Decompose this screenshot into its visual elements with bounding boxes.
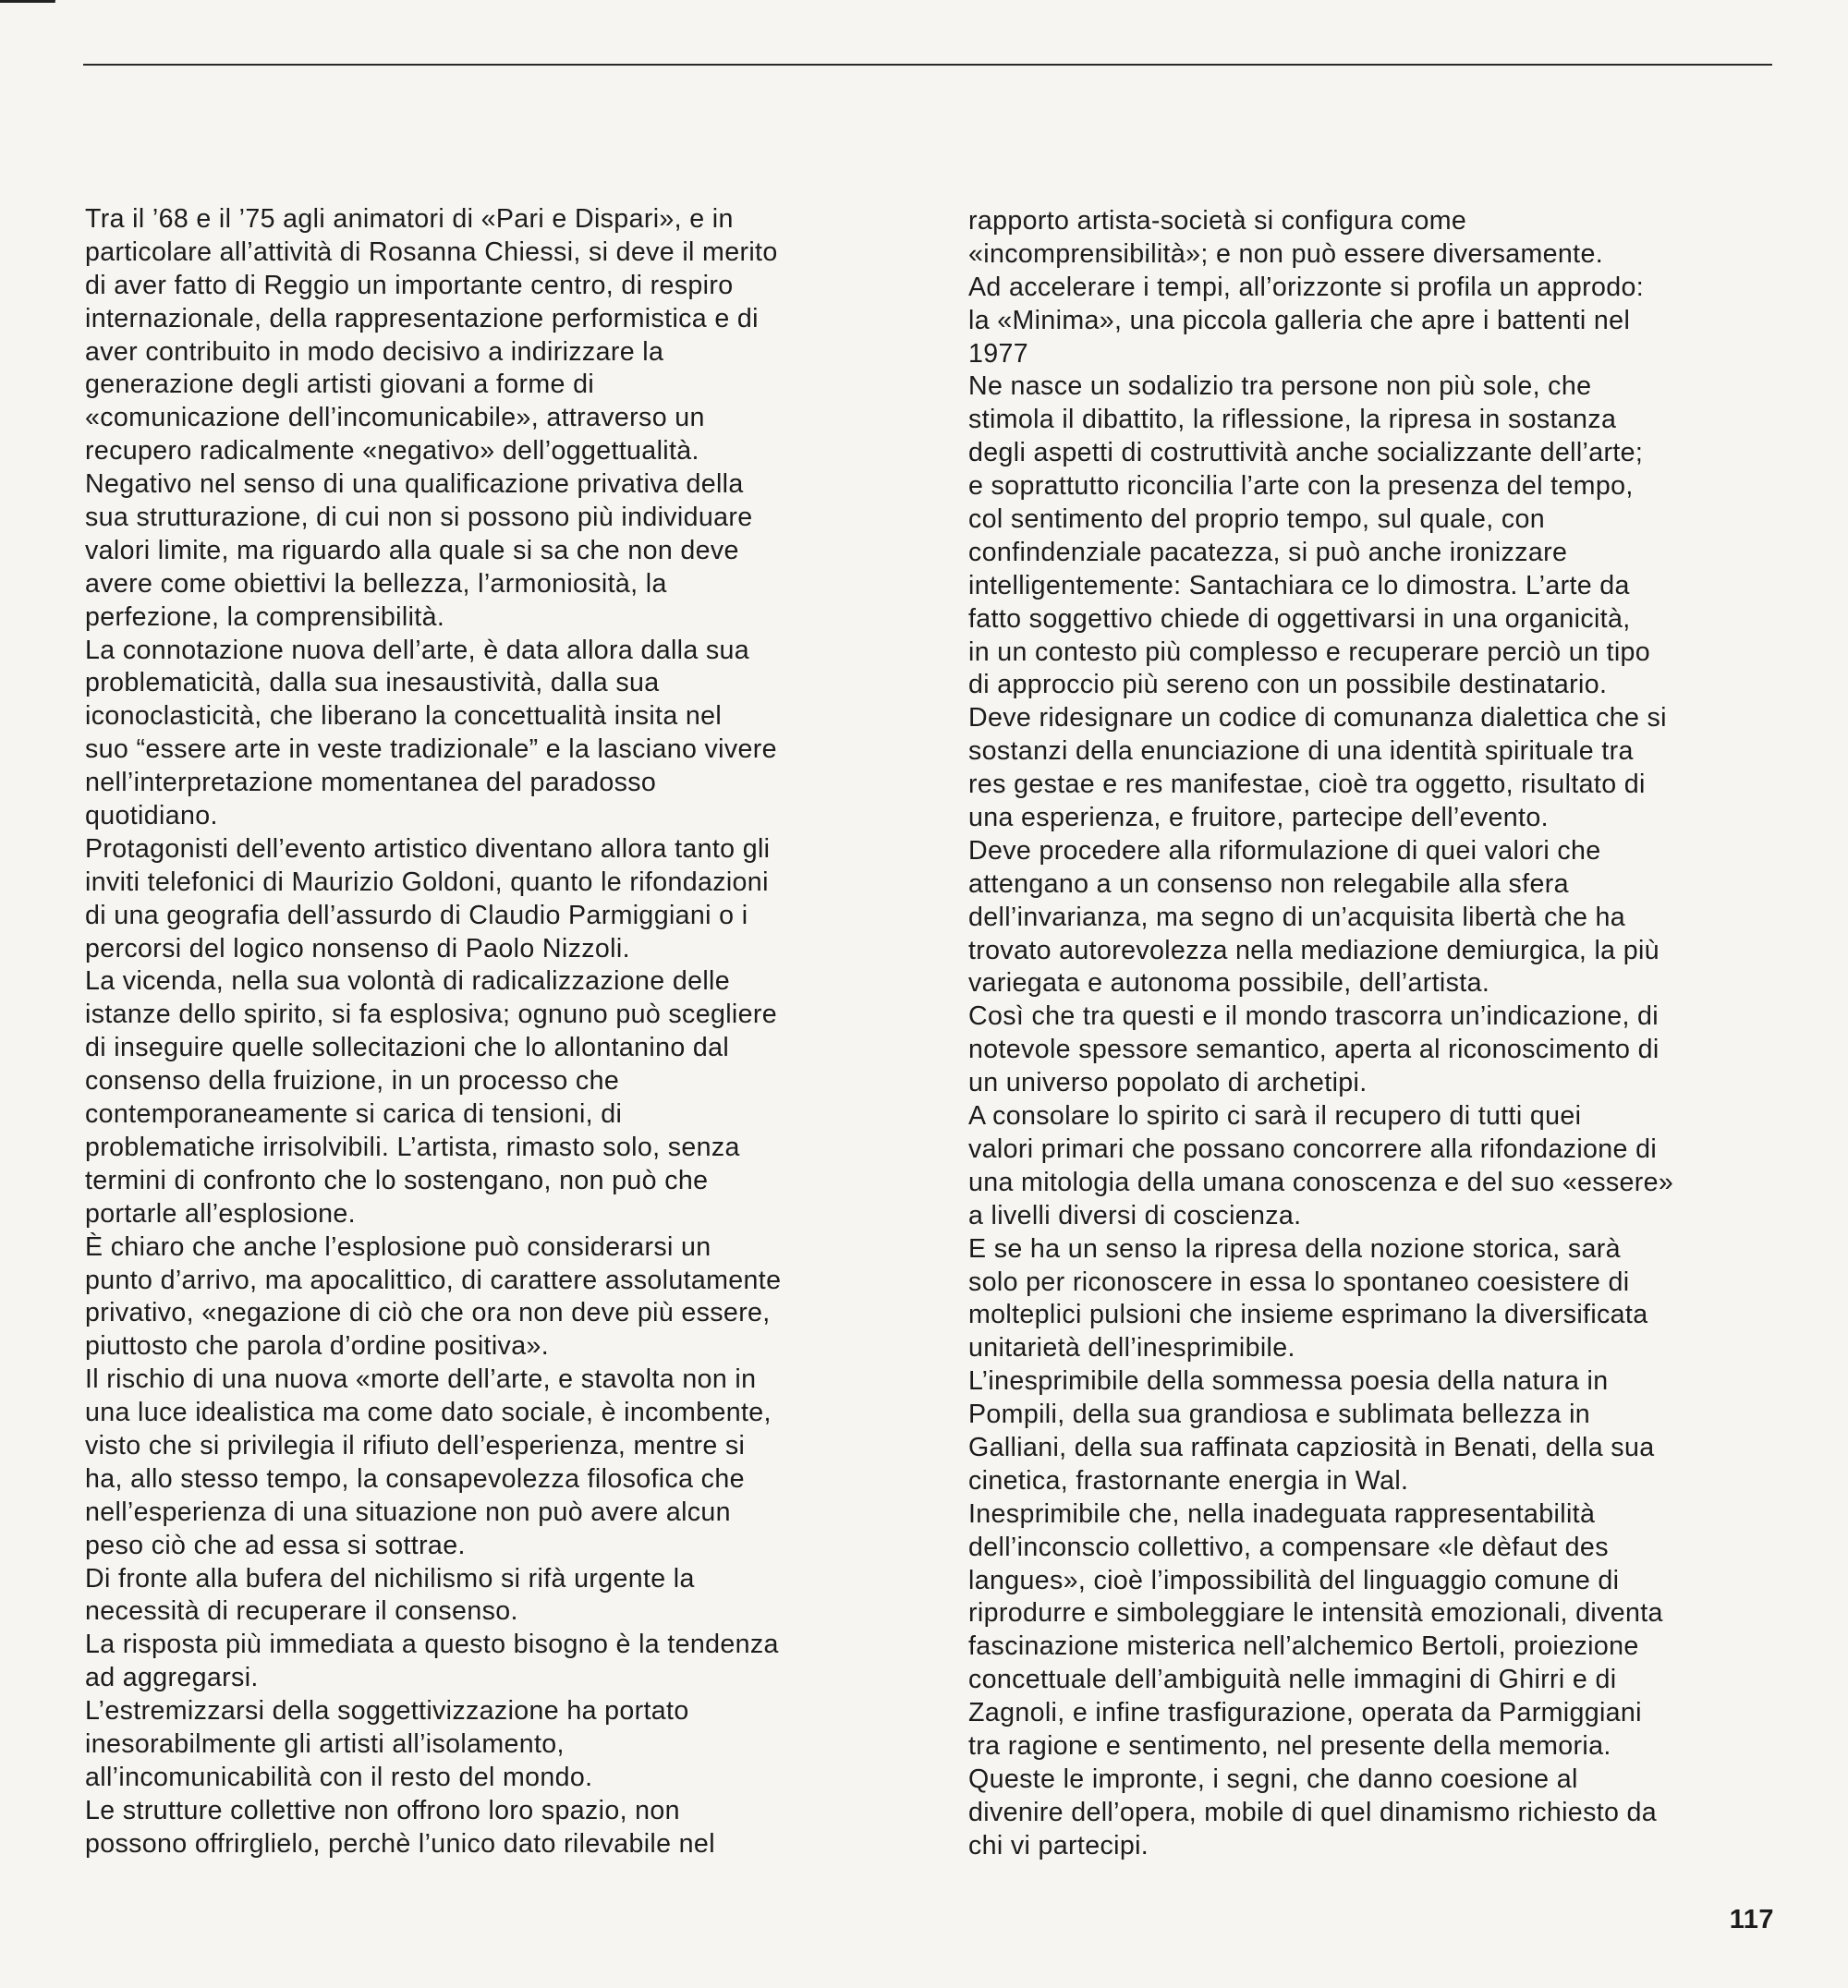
text-line: di aver fatto di Reggio un importante centro, di respiro [85, 270, 734, 300]
text-line: Pompili, della sua grandiosa e sublimata bellezza in [968, 1400, 1591, 1430]
text-line: possono offrirglielo, perchè l’unico dato rilevabile nel [85, 1828, 715, 1859]
text-line: Inesprimibile che, nella inadeguata rappresentabilità [968, 1498, 1596, 1529]
text-line: Galliani, della sua raffinata capziosità in Benati, della sua [968, 1432, 1655, 1462]
text-line: dell’inconscio collettivo, a compensare «le dèfaut des [968, 1532, 1609, 1562]
text-line: degli aspetti di costruttività anche socializzante dell’arte; [968, 438, 1644, 468]
text-line: rapporto artista-società si configura come [968, 206, 1467, 236]
text-line: La vicenda, nella sua volontà di radicalizzazione delle [85, 966, 730, 997]
text-line: fatto soggettivo chiede di oggettivarsi in una organicità, [968, 603, 1631, 634]
text-line: inesorabilmente gli artisti all’isolamento, [85, 1728, 565, 1759]
text-line: Tra il ’68 e il ’75 agli animatori di «Pari e Dispari», e in [85, 204, 734, 234]
text-line: valori limite, ma riguardo alla quale si sa che non deve [85, 535, 739, 565]
text-line: peso ciò che ad essa si sottrae. [85, 1530, 466, 1560]
text-line: A consolare lo spirito ci sarà il recupero di tutti quei [968, 1101, 1582, 1132]
text-line: una luce idealistica ma come dato sociale, è incombente, [85, 1398, 772, 1428]
text-line: La connotazione nuova dell’arte, è data allora dalla sua [85, 635, 750, 665]
text-line: valori primari che possano concorrere alla rifondazione di [968, 1133, 1658, 1164]
text-line: Così che tra questi e il mondo trascorra un’indicazione, di [968, 1001, 1659, 1032]
text-line: inviti telefonici di Maurizio Goldoni, quanto le rifondazioni [85, 867, 769, 897]
text-line: generazione degli artisti giovani a forme di [85, 370, 595, 400]
header-rule [83, 64, 1772, 66]
text-line: nell’esperienza di una situazione non può avere alcun [85, 1497, 731, 1527]
text-line: iconoclasticità, che liberano la concettualità insita nel [85, 701, 723, 732]
text-line: variegata e autonoma possibile, dell’artista. [968, 968, 1490, 999]
text-line: res gestae e res manifestae, cioè tra oggetto, risultato di [968, 770, 1646, 800]
text-line: trovato autorevolezza nella mediazione demiurgica, la più [968, 935, 1660, 965]
text-line: col sentimento del proprio tempo, sul quale, con [968, 504, 1545, 535]
text-line: sostanzi della enunciazione di una identità spirituale tra [968, 736, 1634, 767]
text-line: ad aggregarsi. [85, 1663, 259, 1693]
text-line: necessità di recuperare il consenso. [85, 1596, 518, 1627]
text-line: piuttosto che parola d’ordine positiva». [85, 1331, 549, 1362]
text-line: Zagnoli, e infine trasfigurazione, operata da Parmiggiani [968, 1698, 1642, 1728]
text-line: e soprattutto riconcilia l’arte con la presenza del tempo, [968, 471, 1634, 502]
text-line: internazionale, della rappresentazione performistica e di [85, 303, 759, 333]
text-line: percorsi del logico nonsenso di Paolo Nizzoli. [85, 933, 630, 964]
text-line: perfezione, la comprensibilità. [85, 601, 445, 632]
text-line: Queste le impronte, i segni, che danno coesione al [968, 1764, 1578, 1794]
text-line: termini di confronto che lo sostengano, non può che [85, 1165, 709, 1195]
text-line: solo per riconoscere in essa lo spontaneo coesistere di [968, 1267, 1630, 1297]
text-line: di una geografia dell’assurdo di Claudio Parmiggiani o i [85, 900, 748, 930]
text-line: la «Minima», una piccola galleria che apre i battenti nel [968, 305, 1631, 335]
text-line: problematiche irrisolvibili. L’artista, rimasto solo, senza [85, 1132, 740, 1162]
text-line: visto che si privilegia il rifiuto dell’esperienza, mentre si [85, 1430, 746, 1461]
text-line: 1977 [968, 338, 1029, 369]
text-line: La risposta più immediata a questo bisogno è la tendenza [85, 1630, 779, 1660]
text-line: all’incomunicabilità con il resto del mondo. [85, 1762, 593, 1792]
text-line: tra ragione e sentimento, nel presente della memoria. [968, 1730, 1611, 1761]
text-line: recupero radicalmente «negativo» dell’oggettualità. [85, 436, 699, 467]
text-line: di approccio più sereno con un possibile destinatario. [968, 670, 1608, 700]
text-line: Ad accelerare i tempi, all’orizzonte si profila un approdo: [968, 272, 1645, 302]
text-line: sua strutturazione, di cui non si possono più individuare [85, 503, 753, 533]
text-line: ha, allo stesso tempo, la consapevolezza filosofica che [85, 1463, 745, 1494]
text-line: istanze dello spirito, si fa esplosiva; ognuno può scegliere [85, 1000, 777, 1030]
text-line: in un contesto più complesso e recuperare perciò un tipo [968, 636, 1651, 667]
text-line: fascinazione misterica nell’alchemico Bertoli, proiezione [968, 1631, 1639, 1662]
text-line: punto d’arrivo, ma apocalittico, di carattere assolutamente [85, 1265, 782, 1295]
text-line: Il rischio di una nuova «morte dell’arte, e stavolta non in [85, 1364, 757, 1395]
text-line: Le strutture collettive non offrono loro spazio, non [85, 1795, 680, 1825]
text-line: consenso della fruizione, in un processo che [85, 1066, 620, 1097]
text-line: Ne nasce un sodalizio tra persone non più sole, che [968, 371, 1592, 402]
text-line: divenire dell’opera, mobile di quel dinamismo richiesto da [968, 1797, 1658, 1827]
text-line: intelligentemente: Santachiara ce lo dimostra. L’arte da [968, 570, 1630, 600]
text-line: attengano a un consenso non relegabile alla sfera [968, 868, 1569, 899]
text-line: portarle all’esplosione. [85, 1198, 356, 1229]
text-line: un universo popolato di archetipi. [968, 1068, 1368, 1098]
text-line: Negativo nel senso di una qualificazione privativa della [85, 469, 744, 500]
text-line: quotidiano. [85, 801, 218, 831]
text-line: contemporaneamente si carica di tensioni, di [85, 1099, 623, 1130]
right-text-column [968, 205, 1781, 1863]
text-line: Di fronte alla bufera del nichilismo si rifà urgente la [85, 1563, 695, 1594]
text-line: langues», cioè l’impossibilità del linguaggio comune di [968, 1565, 1620, 1595]
page-corner-mark [0, 0, 55, 16]
text-line: suo “essere arte in veste tradizionale” e la lasciano vivere [85, 734, 777, 765]
text-line: a livelli diversi di coscienza. [968, 1200, 1302, 1230]
text-line: chi vi partecipi. [968, 1830, 1149, 1861]
text-line: notevole spessore semantico, aperta al riconoscimento di [968, 1035, 1660, 1065]
text-line: molteplici pulsioni che insieme esprimano la diversificata [968, 1300, 1648, 1330]
text-line: cinetica, frastornante energia in Wal. [968, 1465, 1409, 1496]
text-line: Protagonisti dell’evento artistico diventano allora tanto gli [85, 833, 771, 864]
text-line: privativo, «negazione di ciò che ora non deve più essere, [85, 1298, 771, 1328]
text-line: «incomprensibilità»; e non può essere diversamente. [968, 238, 1604, 269]
text-line: dell’invarianza, ma segno di un’acquisita libertà che ha [968, 902, 1626, 932]
text-line: riprodurre e simboleggiare le intensità emozionali, diventa [968, 1598, 1663, 1629]
text-line: Deve ridesignare un codice di comunanza dialettica che si [968, 703, 1667, 733]
text-line: avere come obiettivi la bellezza, l’armoniosità, la [85, 568, 667, 599]
text-line: «comunicazione dell’incomunicabile», attraverso un [85, 403, 705, 433]
page-number: 117 [1729, 1905, 1774, 1934]
left-text-column [85, 203, 898, 1861]
text-line: confindenziale pacatezza, si può anche ironizzare [968, 537, 1568, 567]
text-line: nell’interpretazione momentanea del paradosso [85, 768, 657, 798]
text-line: una mitologia della umana conoscenza e del suo «essere» [968, 1167, 1674, 1197]
text-line: stimola il dibattito, la riflessione, la ripresa in sostanza [968, 405, 1617, 435]
text-line: particolare all’attività di Rosanna Chiessi, si deve il merito [85, 236, 778, 267]
text-line: Deve procedere alla riformulazione di quei valori che [968, 835, 1601, 866]
text-line: L’estremizzarsi della soggettivizzazione ha portato [85, 1696, 689, 1727]
text-line: E se ha un senso la ripresa della nozione storica, sarà [968, 1233, 1621, 1264]
text-line: È chiaro che anche l’esplosione può considerarsi un [85, 1231, 711, 1262]
text-line: problematicità, dalla sua inesaustività, dalla sua [85, 668, 660, 698]
text-line: di inseguire quelle sollecitazioni che lo allontanino dal [85, 1033, 730, 1063]
text-line: una esperienza, e fruitore, partecipe dell’evento. [968, 803, 1549, 833]
text-line: unitarietà dell’inesprimibile. [968, 1333, 1295, 1364]
text-line: concettuale dell’ambiguità nelle immagini di Ghirri e di [968, 1665, 1617, 1695]
text-line: aver contribuito in modo decisivo a indirizzare la [85, 336, 664, 367]
text-line: L’inesprimibile della sommessa poesia della natura in [968, 1366, 1609, 1397]
